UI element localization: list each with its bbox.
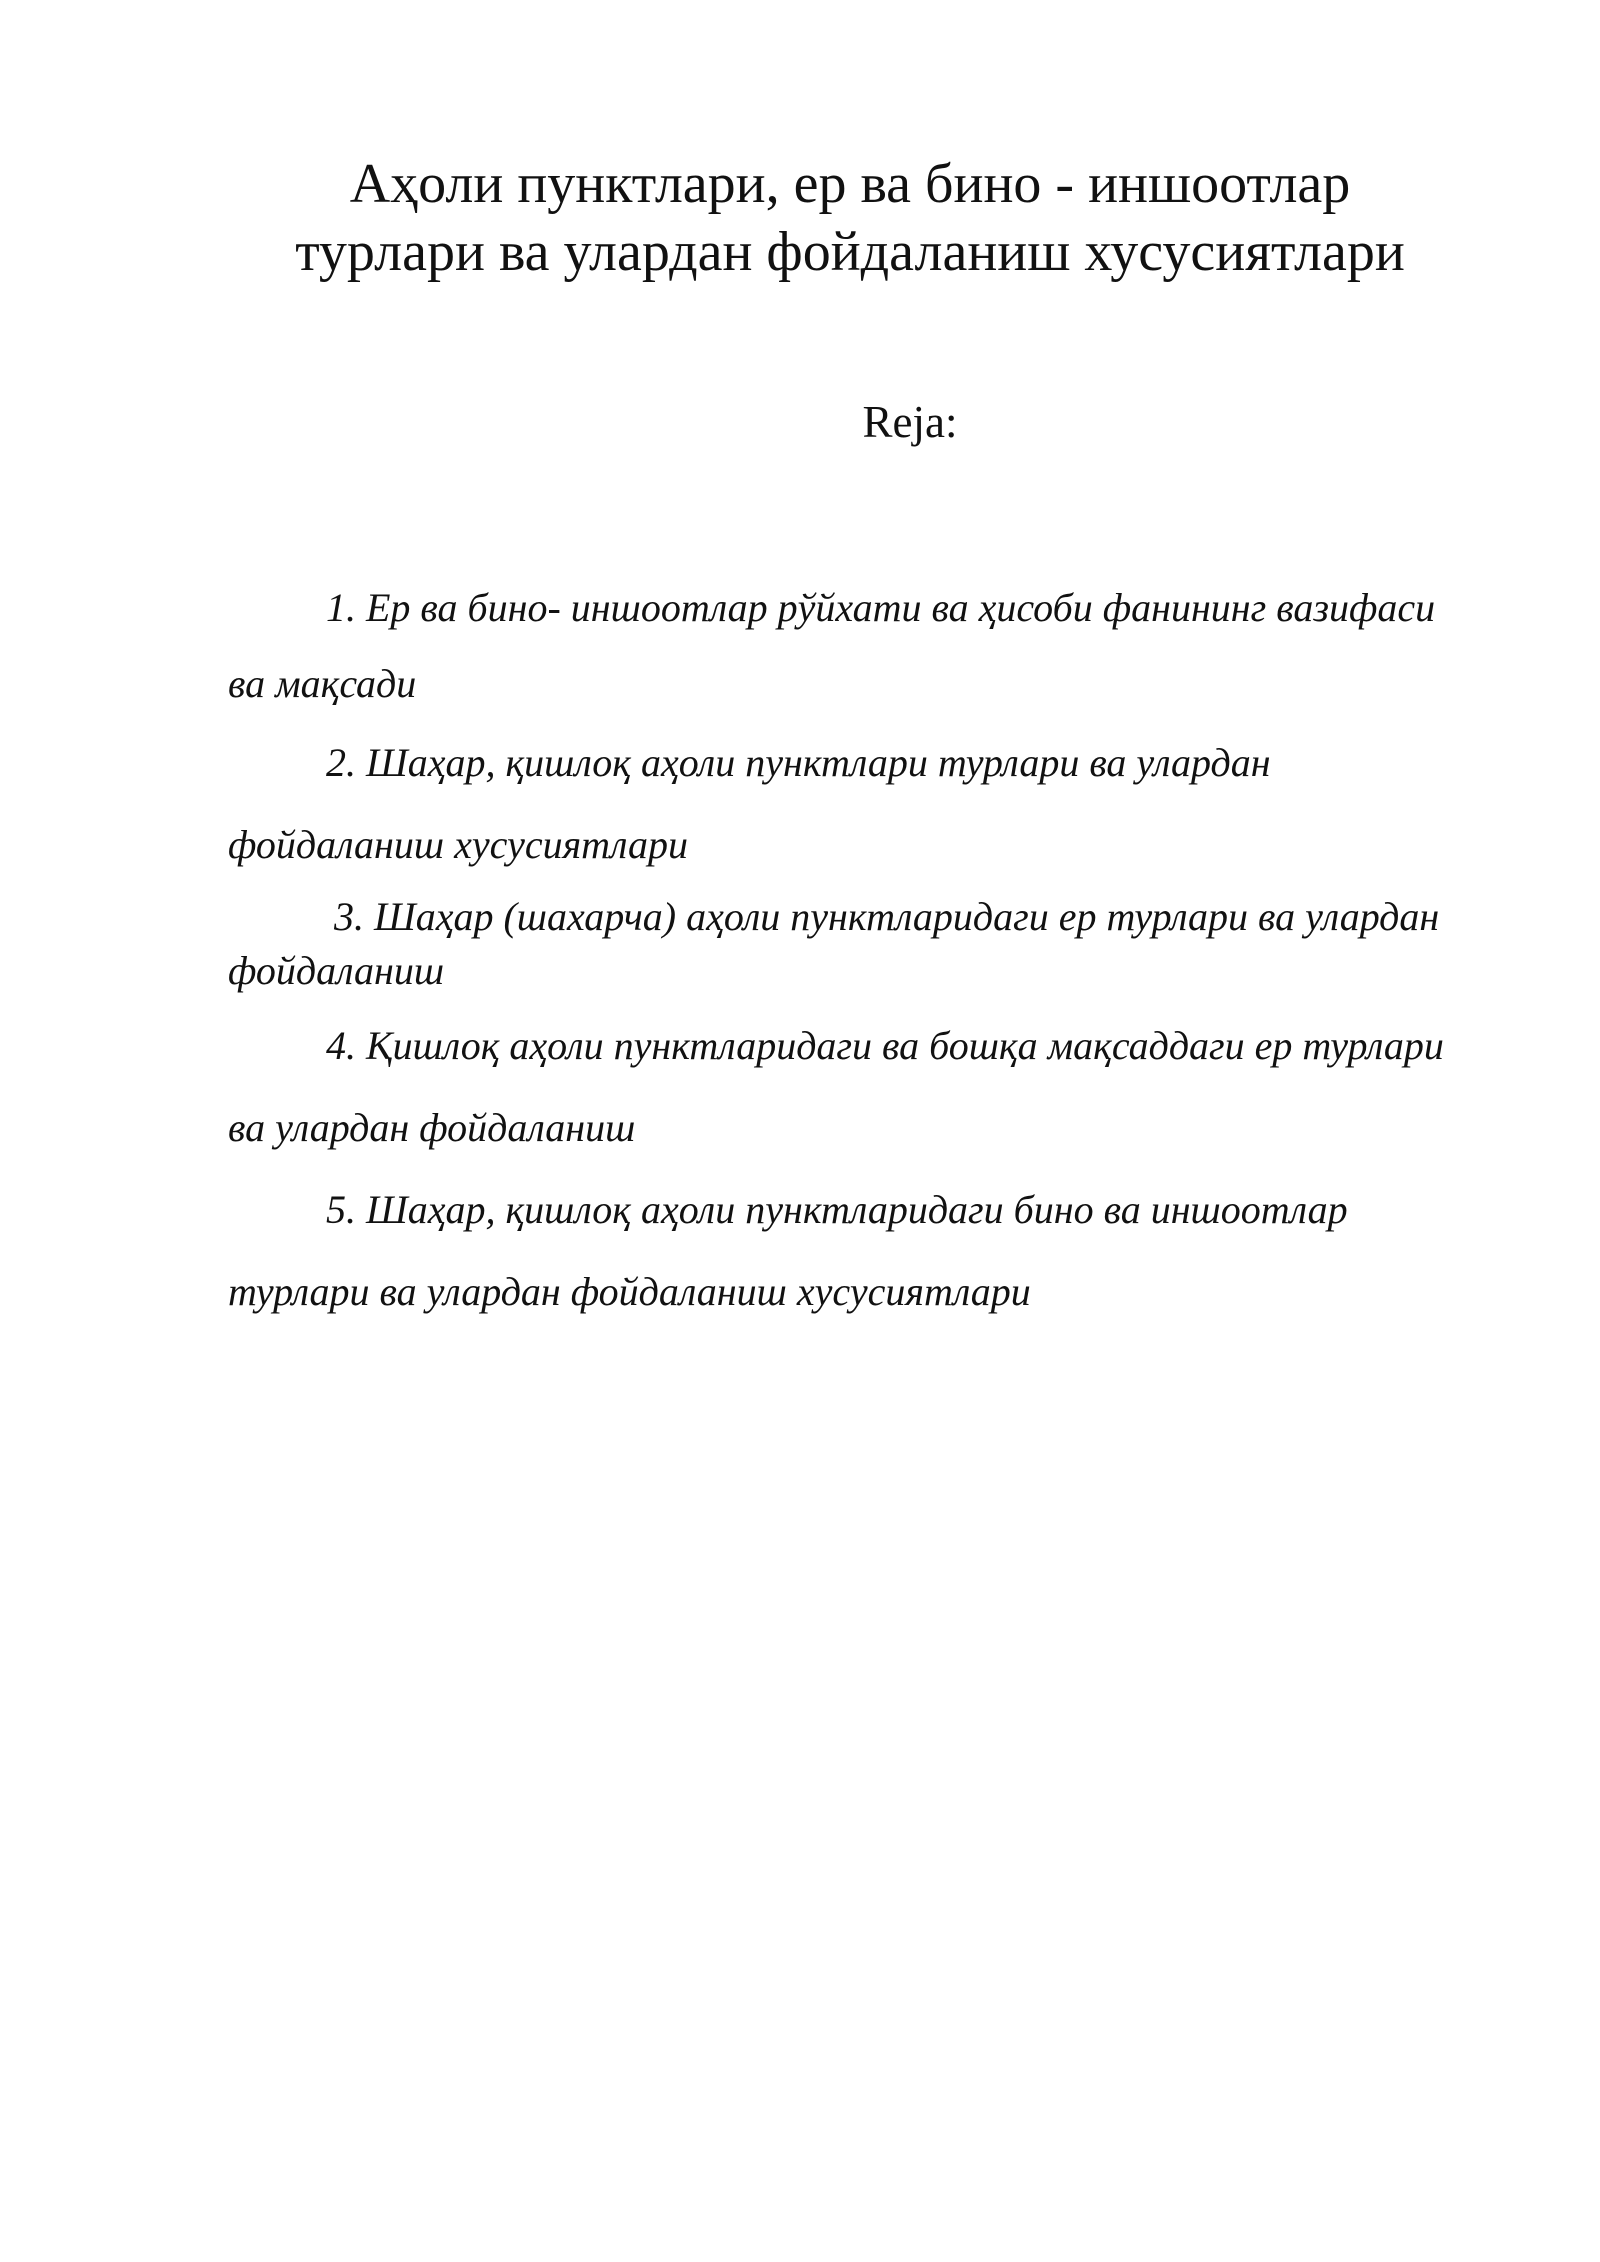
plan-item-1: 1. Ер ва бино- иншоотлар рўйхати ва ҳисоби фанининг вазифаси ва мақсади [228,585,1436,706]
plan-item-4: 4. Қишлоқ аҳоли пунктларидаги ва бошқа мақсаддаги ер турлари ва улардан фойдаланиш [228,1023,1444,1150]
plan-list [228,570,1478,1333]
plan-heading: Reja: [862,397,958,447]
plan-item-3: 3. Шаҳар (шахарча) аҳоли пунктларидаги ер турлари ва улардан фойдаланиш [228,894,1440,993]
title-line-1: Аҳоли пунктлари, ер ва бино - иншоотлар [349,153,1351,215]
plan-item-2: 2. Шаҳар, қишлоқ аҳоли пунктлари турлари ва улардан фойдаланиш хусусиятлари [228,740,1271,867]
title-line-2: турлари ва улардан фойдаланиш хусусиятлари [295,221,1405,283]
page-title [200,150,1500,286]
plan-item-5: 5. Шаҳар, қишлоқ аҳоли пунктларидаги бино ва иншоотлар турлари ва улардан фойдаланиш хусусиятлари [228,1187,1348,1314]
